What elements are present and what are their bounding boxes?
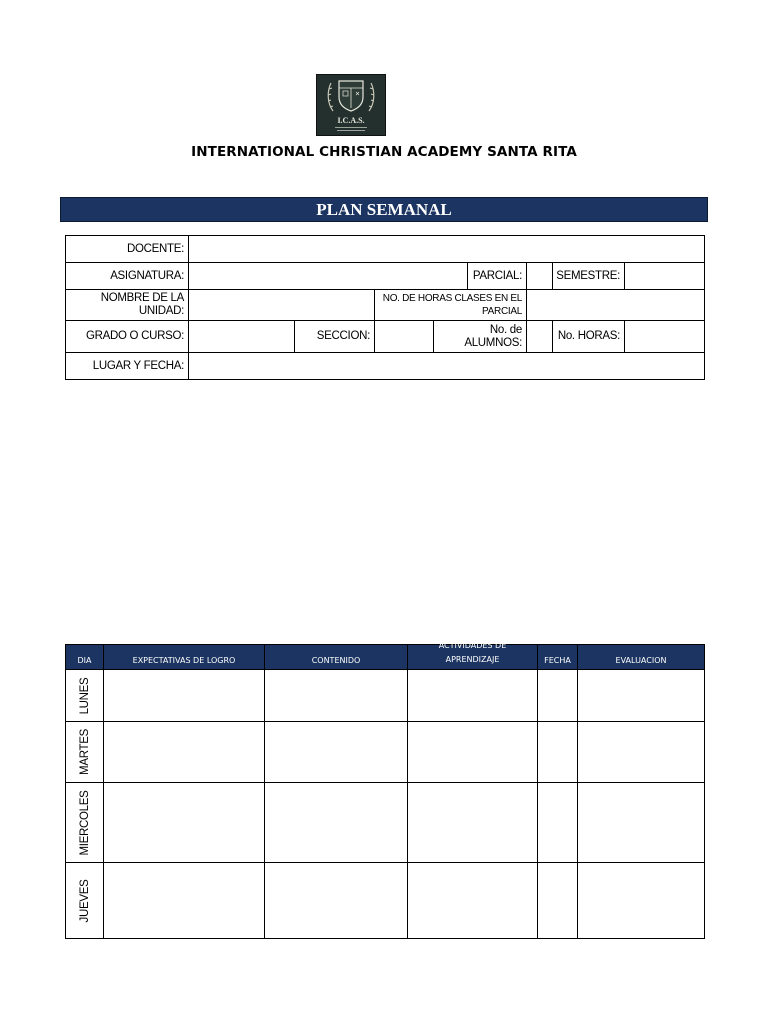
logo-fine-print <box>337 130 365 131</box>
miercoles-fecha-cell[interactable] <box>537 782 578 863</box>
day-cell-lunes <box>65 669 104 722</box>
teacher-info-form <box>65 235 705 380</box>
day-label: MIERCOLES <box>78 789 91 856</box>
grado-label: GRADO O CURSO: <box>65 320 189 353</box>
seccion-field[interactable] <box>374 320 434 353</box>
header-fecha: FECHA <box>537 644 578 670</box>
horas-clases-line2: PARCIAL <box>482 306 522 317</box>
horas-label: No. HORAS: <box>552 320 625 353</box>
martes-actividades-cell[interactable] <box>407 721 538 783</box>
asignatura-field[interactable] <box>188 262 468 290</box>
header-dia: DIA <box>65 644 104 670</box>
nombre-unidad-line1: NOMBRE DE LA <box>100 292 184 304</box>
asignatura-label: ASIGNATURA: <box>65 262 189 290</box>
weekly-plan-table <box>65 641 705 939</box>
miercoles-evaluacion-cell[interactable] <box>577 782 705 863</box>
grado-field[interactable] <box>188 320 295 353</box>
header-actividades-line1: ACTIVIDADES DE <box>438 641 507 650</box>
alumnos-line2: ALUMNOS: <box>464 336 522 349</box>
day-cell-miercoles <box>65 782 104 863</box>
alumnos-line1: No. de <box>489 323 522 336</box>
lunes-evaluacion-cell[interactable] <box>577 669 705 722</box>
header-contenido: CONTENIDO <box>264 644 408 670</box>
alumnos-field[interactable] <box>526 320 553 353</box>
parcial-field[interactable] <box>526 262 553 290</box>
logo-fine-print <box>335 127 367 128</box>
crest-icon <box>317 75 385 135</box>
docente-field[interactable] <box>188 235 705 263</box>
martes-evaluacion-cell[interactable] <box>577 721 705 783</box>
jueves-actividades-cell[interactable] <box>407 862 538 939</box>
semestre-field[interactable] <box>624 262 705 290</box>
jueves-fecha-cell[interactable] <box>537 862 578 939</box>
lugar-fecha-label: LUGAR Y FECHA: <box>65 352 189 380</box>
semestre-label: SEMESTRE: <box>552 262 625 290</box>
horas-clases-field[interactable] <box>526 289 705 321</box>
day-label: LUNES <box>78 677 91 714</box>
miercoles-contenido-cell[interactable] <box>264 782 408 863</box>
lugar-fecha-field[interactable] <box>188 352 705 380</box>
parcial-label: PARCIAL: <box>467 262 527 290</box>
day-cell-jueves <box>65 862 104 939</box>
lunes-actividades-cell[interactable] <box>407 669 538 722</box>
lunes-expectativas-cell[interactable] <box>103 669 265 722</box>
martes-fecha-cell[interactable] <box>537 721 578 783</box>
nombre-unidad-label <box>65 289 189 321</box>
martes-contenido-cell[interactable] <box>264 721 408 783</box>
horas-field[interactable] <box>624 320 705 353</box>
lunes-fecha-cell[interactable] <box>537 669 578 722</box>
jueves-expectativas-cell[interactable] <box>103 862 265 939</box>
day-label: MARTES <box>78 729 91 775</box>
day-label: JUEVES <box>78 879 91 922</box>
horas-clases-label <box>374 289 527 321</box>
miercoles-actividades-cell[interactable] <box>407 782 538 863</box>
lunes-contenido-cell[interactable] <box>264 669 408 722</box>
header-evaluacion: EVALUACION <box>577 644 705 670</box>
alumnos-label <box>433 320 527 353</box>
horas-clases-line1: NO. DE HORAS CLASES EN EL <box>382 293 522 304</box>
school-logo <box>316 74 386 136</box>
seccion-label: SECCION: <box>294 320 375 353</box>
header-expectativas: EXPECTATIVAS DE LOGRO <box>103 644 265 670</box>
jueves-evaluacion-cell[interactable] <box>577 862 705 939</box>
plan-semanal-banner: PLAN SEMANAL <box>60 197 708 222</box>
header-actividades-line2: APRENDIZAJE <box>445 655 500 664</box>
martes-expectativas-cell[interactable] <box>103 721 265 783</box>
header-actividades <box>407 641 538 670</box>
miercoles-expectativas-cell[interactable] <box>103 782 265 863</box>
nombre-unidad-line2: UNIDAD: <box>138 305 184 317</box>
logo-text: I.C.A.S. <box>337 116 365 125</box>
nombre-unidad-field[interactable] <box>188 289 375 321</box>
jueves-contenido-cell[interactable] <box>264 862 408 939</box>
day-cell-martes <box>65 721 104 783</box>
school-name: INTERNATIONAL CHRISTIAN ACADEMY SANTA RITA <box>191 144 577 160</box>
docente-label: DOCENTE: <box>65 235 189 263</box>
